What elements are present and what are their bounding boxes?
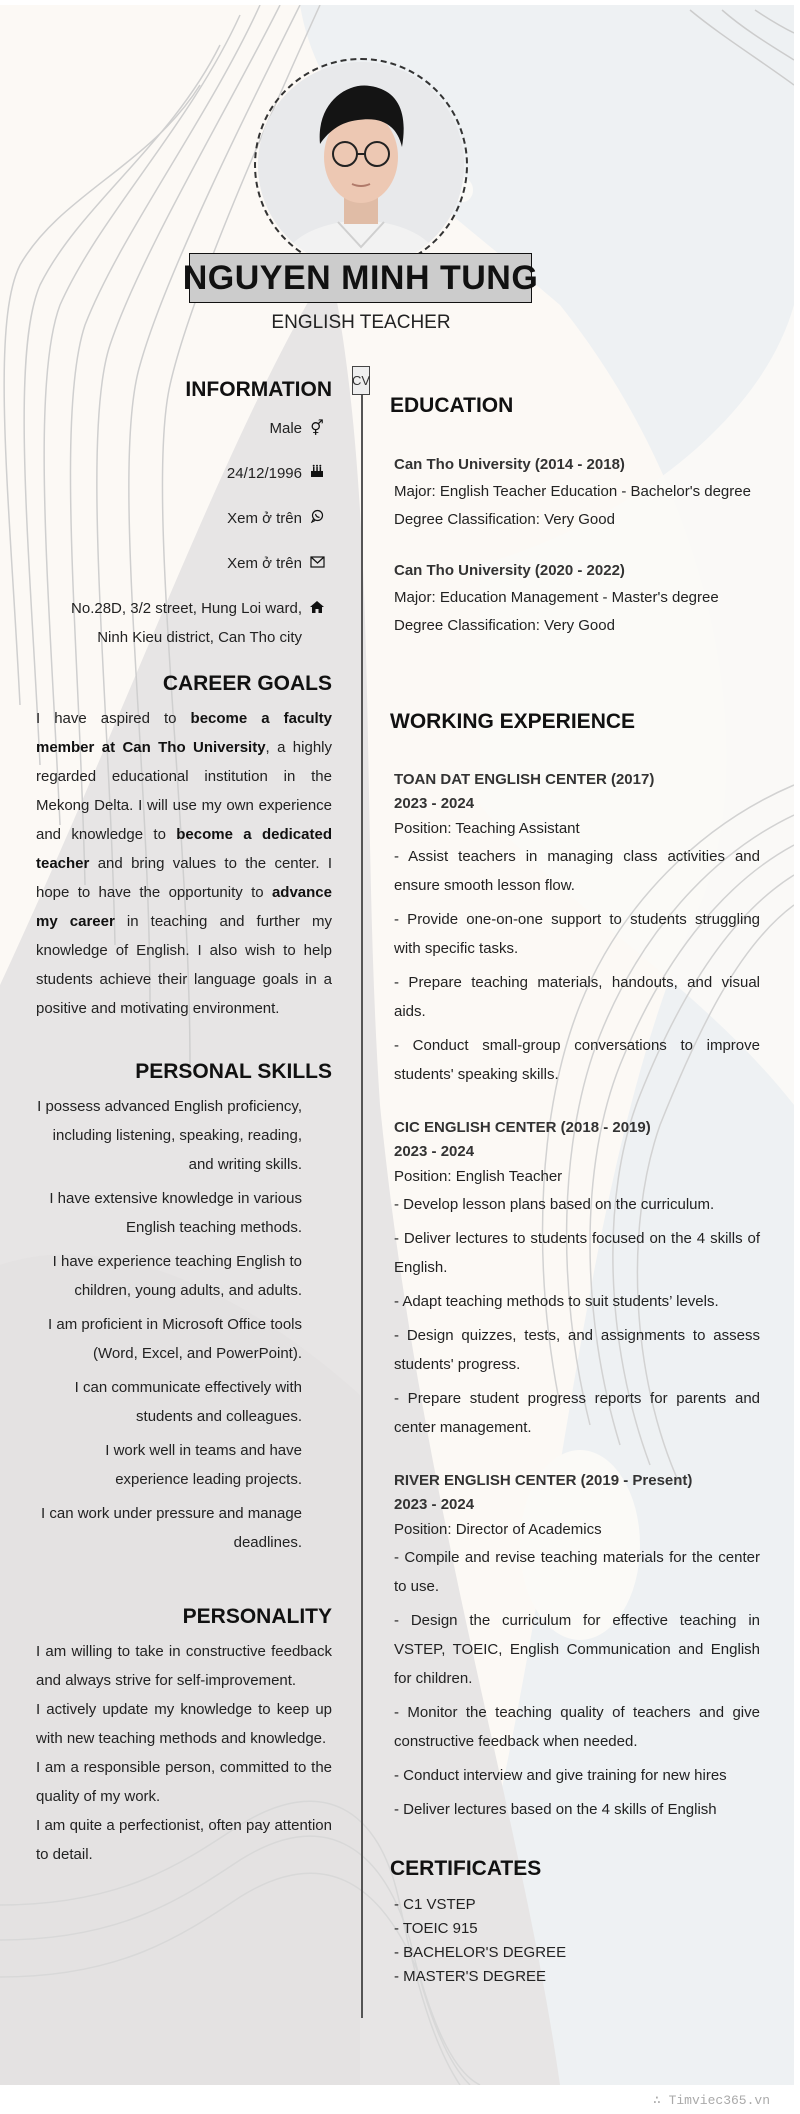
job-title: ENGLISH TEACHER <box>271 312 451 333</box>
certificate-item: - BACHELOR'S DEGREE <box>394 1944 567 1961</box>
cv-page <box>0 5 794 2085</box>
skill-item: I have experience teaching English to children, young adults, and adults. <box>52 1253 302 1299</box>
personality-item: I am quite a perfectionist, often pay attention to detail. <box>36 1817 332 1863</box>
skills-list <box>36 1092 302 1557</box>
gender-icon: ⚥ <box>310 420 324 437</box>
career-goals-text: I have aspired to become a faculty member at Can Tho University, a highly regarded educational institution in the Mekong Delta. I will use my own experience and knowledge to become a dedicated teacher and bring values to the center. I hope to have the opportunity to advance my career in teaching and further my knowledge of English. I also wish to help students achieve their language goals in a positive and motivating environment. <box>36 710 332 1017</box>
personality-item: I am willing to take in constructive feedback and always strive for self-improvement. <box>36 1643 332 1689</box>
info-address: No.28D, 3/2 street, Hung Loi ward, Ninh Kieu district, Can Tho city <box>71 594 332 652</box>
avatar <box>258 62 464 268</box>
education-section <box>390 394 760 640</box>
personality-item: I actively update my knowledge to keep up with new teaching methods and knowledge. <box>36 1701 332 1747</box>
education-item: Can Tho University (2020 - 2022) Major: Education Management - Master's degree Degree Classification: Very Good <box>394 562 719 634</box>
skill-item: I can communicate effectively with students and colleagues. <box>74 1379 302 1425</box>
skill-item: I possess advanced English proficiency, including listening, speaking, reading, and writing skills. <box>37 1098 302 1173</box>
personal-skills-title: PERSONAL SKILLS <box>135 1060 332 1083</box>
job-item: CIC ENGLISH CENTER (2018 - 2019) 2023 - 2024 Position: English Teacher - Develop lesson plans based on the curriculum. - Deliver lectures to students focused on the 4 skills of English. - Adapt teaching methods to suit students’ levels. - Design quizzes, tests, and assignments to assess students' progress. - Prepare student progress reports for parents and center management. <box>394 1119 760 1436</box>
education-title: EDUCATION <box>390 394 514 417</box>
job-item: RIVER ENGLISH CENTER (2019 - Present) 2023 - 2024 Position: Director of Academics - Compile and revise teaching materials for the center to use. - Design the curriculum for effective teaching in VSTEP, TOEIC, English Communication and English for children. - Monitor the teaching quality of teachers and give constructive feedback when needed. - Conduct interview and give training for new hires - Deliver lectures based on the 4 skills of English <box>394 1472 760 1818</box>
full-name: NGUYEN MINH TUNG <box>182 258 539 297</box>
name-box <box>182 253 539 303</box>
certificates-title: CERTIFICATES <box>390 1857 542 1880</box>
personality-section <box>36 1605 332 1869</box>
email-icon <box>302 549 332 578</box>
info-phone: Xem ở trên <box>227 504 332 533</box>
certificate-item: - MASTER'S DEGREE <box>394 1968 547 1985</box>
career-goals-section <box>36 672 332 1023</box>
skill-item: I work well in teams and have experience leading projects. <box>105 1442 302 1488</box>
certificates-section <box>390 1857 760 1989</box>
cv-badge: CV <box>352 366 370 395</box>
birthday-cake-icon <box>302 459 332 488</box>
certificate-item: - TOEIC 915 <box>394 1920 478 1937</box>
job-item: TOAN DAT ENGLISH CENTER (2017) 2023 - 2024 Position: Teaching Assistant - Assist teachers in managing class activities and ensure smooth lesson flow. - Provide one-on-one support to students struggling with specific tasks. - Prepare teaching materials, handouts, and visual aids. - Conduct small-group conversations to improve students' speaking skills. <box>394 771 760 1083</box>
whatsapp-icon <box>302 504 332 533</box>
certificate-item: - C1 VSTEP <box>394 1896 476 1913</box>
personality-title: PERSONALITY <box>182 1605 332 1628</box>
info-gender: Male ⚥ <box>269 414 332 443</box>
info-birthday: 24/12/1996 <box>227 459 332 488</box>
info-email: Xem ở trên <box>227 549 332 578</box>
experience-title: WORKING EXPERIENCE <box>390 710 636 733</box>
career-goals-title: CAREER GOALS <box>162 672 332 695</box>
skill-item: I have extensive knowledge in various English teaching methods. <box>49 1190 302 1236</box>
information-title: INFORMATION <box>185 378 332 401</box>
personality-item: I am a responsible person, committed to the quality of my work. <box>36 1759 332 1805</box>
experience-section <box>390 710 760 1829</box>
education-item: Can Tho University (2014 - 2018) Major: English Teacher Education - Bachelor's degree Degree Classification: Very Good <box>394 456 751 528</box>
skill-item: I can work under pressure and manage deadlines. <box>41 1505 302 1551</box>
home-icon <box>302 594 332 623</box>
personal-skills-section <box>36 1060 332 1562</box>
watermark: ∴ Timviec365.vn <box>652 2093 770 2108</box>
information-section <box>36 378 332 646</box>
skill-item: I am proficient in Microsoft Office tools (Word, Excel, and PowerPoint). <box>48 1316 302 1362</box>
timeline-divider <box>361 395 363 2018</box>
